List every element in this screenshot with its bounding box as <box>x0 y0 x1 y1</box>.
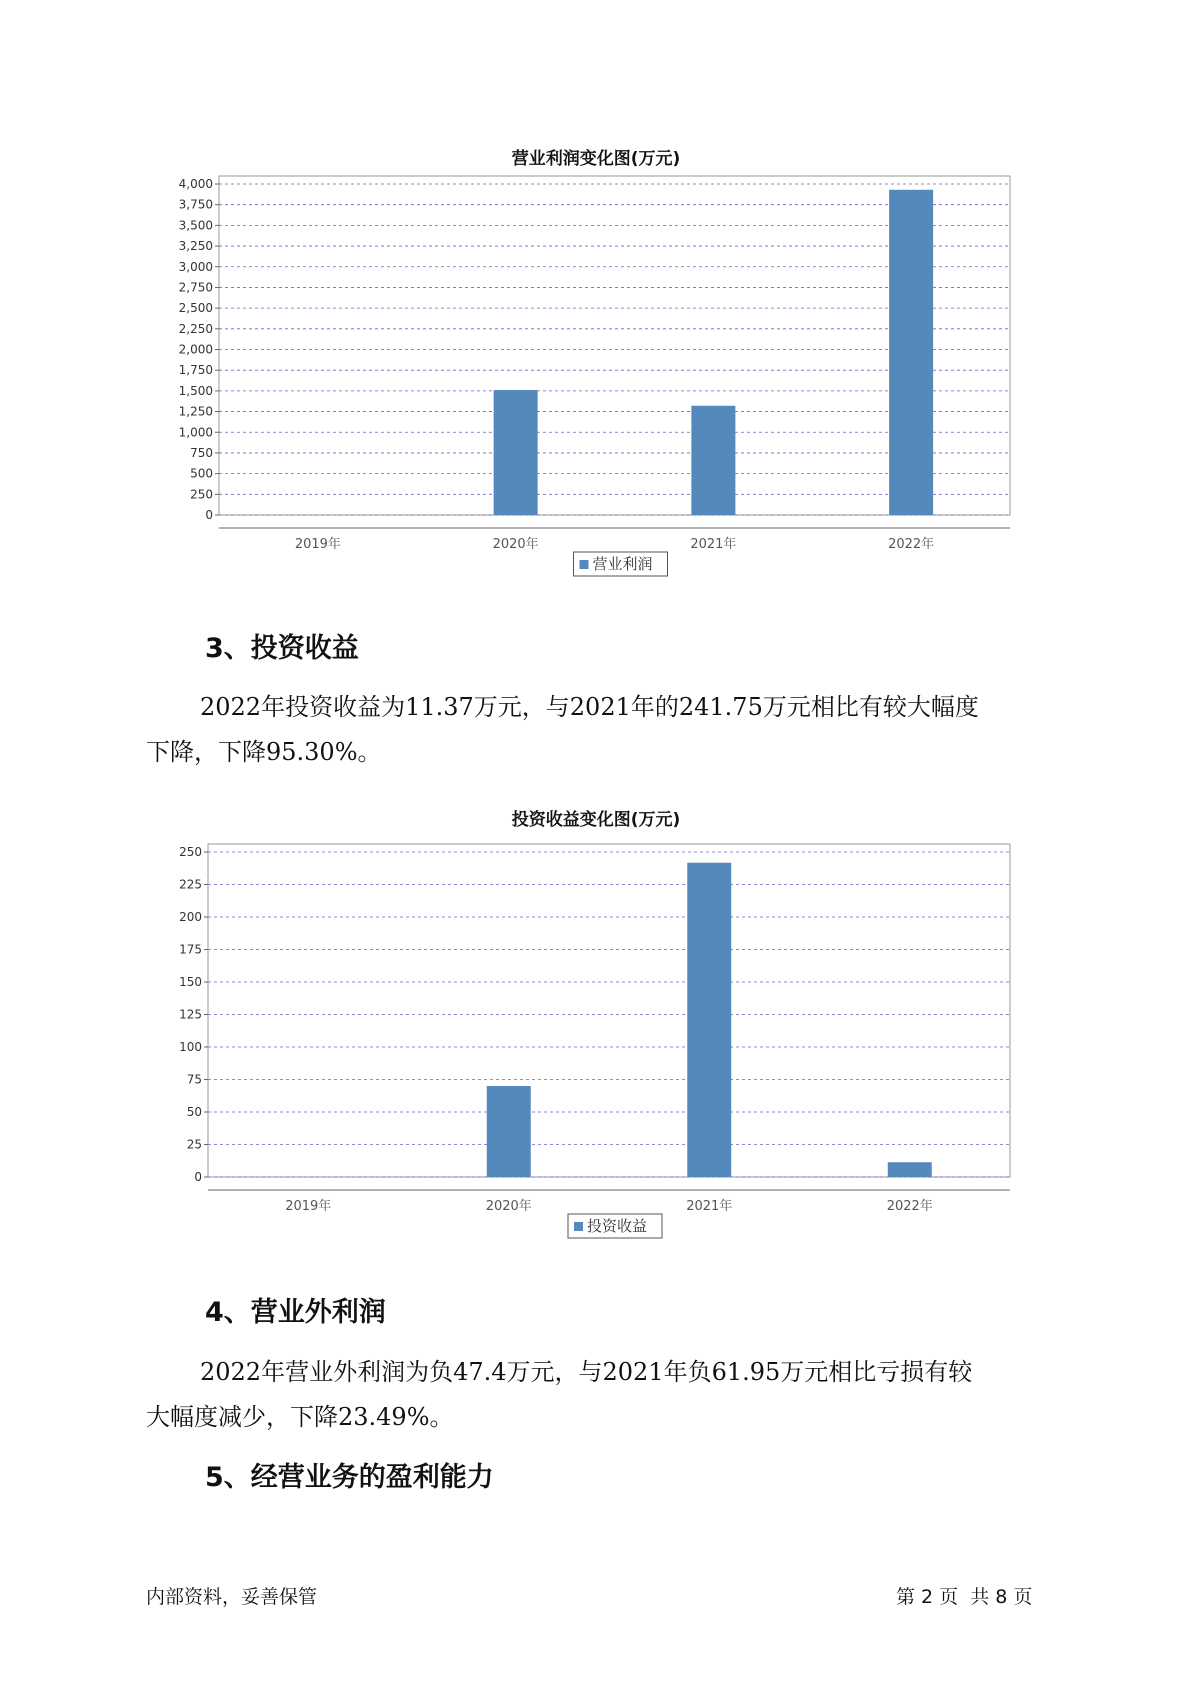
y-tick-label: 1,250 <box>178 404 213 419</box>
y-tick-label: 250 <box>179 845 202 859</box>
section-4-heading: 4、营业外利润 <box>205 1297 386 1328</box>
section-5-heading: 5、经营业务的盈利能力 <box>205 1462 494 1493</box>
section-3-line-1: 2022年投资收益为11.37万元，与2021年的241.75万元相比有较大幅度 <box>200 693 979 721</box>
legend-label: 投资收益 <box>587 1217 648 1235</box>
section-3-heading: 3、投资收益 <box>205 633 359 664</box>
y-tick-label: 2,500 <box>178 301 213 316</box>
chart-title-investment-income: 投资收益变化图(万元) <box>511 810 681 830</box>
investment-income-chart <box>0 832 1191 1252</box>
bar <box>487 1086 531 1177</box>
y-tick-label: 150 <box>179 975 202 989</box>
y-tick-label: 1,500 <box>178 383 213 398</box>
x-tick-label: 2020年 <box>485 1199 532 1214</box>
y-tick-label: 3,500 <box>178 218 213 233</box>
section-3-paragraph <box>146 685 1066 775</box>
y-tick-label: 2,000 <box>178 342 213 357</box>
y-tick-label: 100 <box>179 1040 202 1054</box>
y-tick-label: 250 <box>190 487 213 502</box>
chart-title-operating-profit: 营业利润变化图(万元) <box>511 149 681 169</box>
y-tick-label: 3,750 <box>178 197 213 212</box>
bar <box>889 190 933 515</box>
plot-area <box>208 844 1010 1177</box>
x-tick-label: 2022年 <box>886 1199 933 1214</box>
section-4-line-2: 大幅度减少，下降23.49%。 <box>146 1403 454 1431</box>
y-tick-label: 3,250 <box>178 239 213 254</box>
y-tick-label: 1,750 <box>178 363 213 378</box>
x-tick-label: 2022年 <box>888 537 935 552</box>
bar <box>687 863 731 1177</box>
legend-label: 营业利润 <box>592 555 653 573</box>
section-4-paragraph <box>146 1350 1066 1440</box>
y-tick-label: 750 <box>190 445 213 460</box>
y-tick-label: 1,000 <box>178 425 213 440</box>
y-tick-label: 2,250 <box>178 321 213 336</box>
y-tick-label: 4,000 <box>178 177 213 191</box>
x-tick-label: 2020年 <box>492 537 539 552</box>
legend-swatch <box>580 560 589 569</box>
bar <box>691 406 735 515</box>
y-tick-label: 500 <box>190 466 213 481</box>
y-tick-label: 3,000 <box>178 259 213 274</box>
section-3-line-2: 下降，下降95.30%。 <box>146 738 382 766</box>
y-tick-label: 2,750 <box>178 280 213 295</box>
y-tick-label: 0 <box>194 1170 202 1184</box>
x-tick-label: 2019年 <box>294 537 341 552</box>
footer-page-number: 第 2 页 共 8 页 <box>896 1586 1033 1608</box>
x-tick-label: 2019年 <box>285 1199 332 1214</box>
footer-confidential-note: 内部资料，妥善保管 <box>146 1586 318 1608</box>
x-tick-label: 2021年 <box>686 1199 733 1214</box>
operating-profit-chart <box>0 170 1191 590</box>
y-tick-label: 0 <box>205 508 213 522</box>
x-tick-label: 2021年 <box>690 537 737 552</box>
bar <box>494 390 538 515</box>
legend-swatch <box>574 1222 583 1231</box>
section-4-line-1: 2022年营业外利润为负47.4万元，与2021年负61.95万元相比亏损有较 <box>200 1358 973 1386</box>
y-tick-label: 225 <box>179 877 202 892</box>
y-tick-label: 125 <box>179 1007 202 1022</box>
bar <box>888 1162 932 1177</box>
y-tick-label: 200 <box>179 910 202 924</box>
y-tick-label: 25 <box>186 1137 202 1152</box>
y-tick-label: 175 <box>179 942 202 957</box>
y-tick-label: 75 <box>186 1072 202 1087</box>
y-tick-label: 50 <box>186 1105 202 1119</box>
